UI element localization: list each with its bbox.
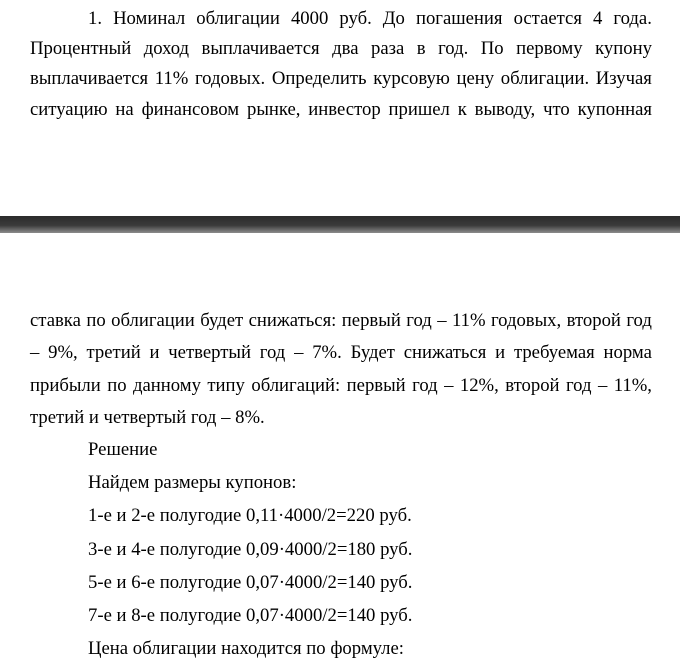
word: снижаться — [403, 342, 487, 363]
paragraph-line — [30, 70, 652, 89]
word: – — [294, 342, 304, 363]
word: пришел — [388, 99, 450, 120]
word: цену — [456, 68, 495, 89]
word: четвертый — [168, 342, 251, 363]
word: и — [149, 342, 160, 363]
page-break-separator — [0, 216, 680, 233]
word: выплачивается — [30, 68, 149, 89]
word: курсовую — [373, 68, 450, 89]
word: купонная — [577, 99, 652, 120]
word: требуемая — [513, 342, 595, 363]
word: инвестор — [308, 99, 381, 120]
word: год — [626, 310, 652, 331]
word: купону — [595, 38, 652, 59]
word: выводу, — [474, 99, 536, 120]
word: на — [115, 99, 134, 120]
word: Номинал — [113, 8, 186, 29]
coupon-line: 3-е и 4-е полугодие 0,09·4000/2=180 руб. — [88, 539, 413, 560]
word: первому — [516, 38, 583, 59]
word: второй — [566, 310, 621, 331]
word: 1. — [88, 8, 103, 29]
paragraph-line — [30, 377, 652, 396]
word: ситуацию — [30, 99, 108, 120]
word: по — [107, 375, 127, 396]
paragraph-line — [30, 312, 652, 331]
word: ставка — [30, 310, 81, 331]
coupon-line: 1-е и 2-е полугодие 0,11·4000/2=220 руб. — [88, 505, 412, 526]
paragraph-line — [30, 344, 652, 363]
word: 4 — [593, 8, 603, 29]
coupon-line: 7-е и 8-е полугодие 0,07·4000/2=140 руб. — [88, 605, 413, 626]
word: норма — [603, 342, 652, 363]
word: год — [565, 375, 592, 396]
word: Процентный — [30, 38, 132, 59]
word: и — [495, 342, 506, 363]
paragraph-line — [30, 409, 652, 428]
word: До — [382, 8, 405, 29]
word: – — [30, 342, 40, 363]
word: прибыли — [30, 375, 101, 396]
word: рынке, — [246, 99, 301, 120]
word: облигации — [196, 8, 280, 29]
word: облигаций: — [251, 375, 341, 396]
word: раза — [370, 38, 405, 59]
word: будет — [200, 310, 244, 331]
word: по — [86, 310, 106, 331]
word: руб. — [339, 8, 372, 29]
word: в — [416, 38, 426, 59]
word: годовых. — [194, 68, 266, 89]
word: Будет — [350, 342, 395, 363]
word: два — [332, 38, 359, 59]
text-line: третий и четвертый год – 8%. — [30, 407, 265, 428]
word: 11%, — [613, 375, 652, 396]
word: типу — [207, 375, 245, 396]
word: 4000 — [290, 8, 329, 29]
word: года. — [613, 8, 652, 29]
paragraph-line — [30, 101, 652, 120]
word: 12%, — [459, 375, 499, 396]
word: Изучая — [595, 68, 652, 89]
word: 9%, — [48, 342, 78, 363]
word: – — [597, 375, 608, 396]
word: 11% — [451, 310, 486, 331]
word: год — [259, 342, 286, 363]
word: доход — [143, 38, 190, 59]
word: выплачивается — [201, 38, 320, 59]
word: 11% — [154, 68, 189, 89]
paragraph-line — [30, 40, 652, 59]
word: Определить — [271, 68, 367, 89]
word: остается — [513, 8, 582, 29]
word: год — [412, 375, 438, 396]
word: год — [406, 310, 432, 331]
coupon-line: 5-е и 6-е полугодие 0,07·4000/2=140 руб. — [88, 572, 413, 593]
word: второй — [505, 375, 560, 396]
word: 7%. — [312, 342, 342, 363]
word: первый — [346, 375, 406, 396]
paragraph-line — [88, 10, 652, 29]
word: облигации. — [500, 68, 590, 89]
word: что — [543, 99, 570, 120]
solution-heading: Решение — [88, 439, 158, 460]
coupons-intro: Найдем размеры купонов: — [88, 472, 297, 493]
formula-intro: Цена облигации находится по формуле: — [88, 638, 404, 659]
word: к — [457, 99, 467, 120]
word: облигации — [111, 310, 195, 331]
word: снижаться: — [248, 310, 337, 331]
word: По — [480, 38, 504, 59]
word: – — [437, 310, 447, 331]
word: погашения — [415, 8, 503, 29]
word: третий — [86, 342, 141, 363]
word: год. — [438, 38, 469, 59]
word: финансовом — [141, 99, 240, 120]
word: – — [444, 375, 454, 396]
word: данному — [132, 375, 201, 396]
word: первый — [341, 310, 401, 331]
word: годовых, — [490, 310, 562, 331]
